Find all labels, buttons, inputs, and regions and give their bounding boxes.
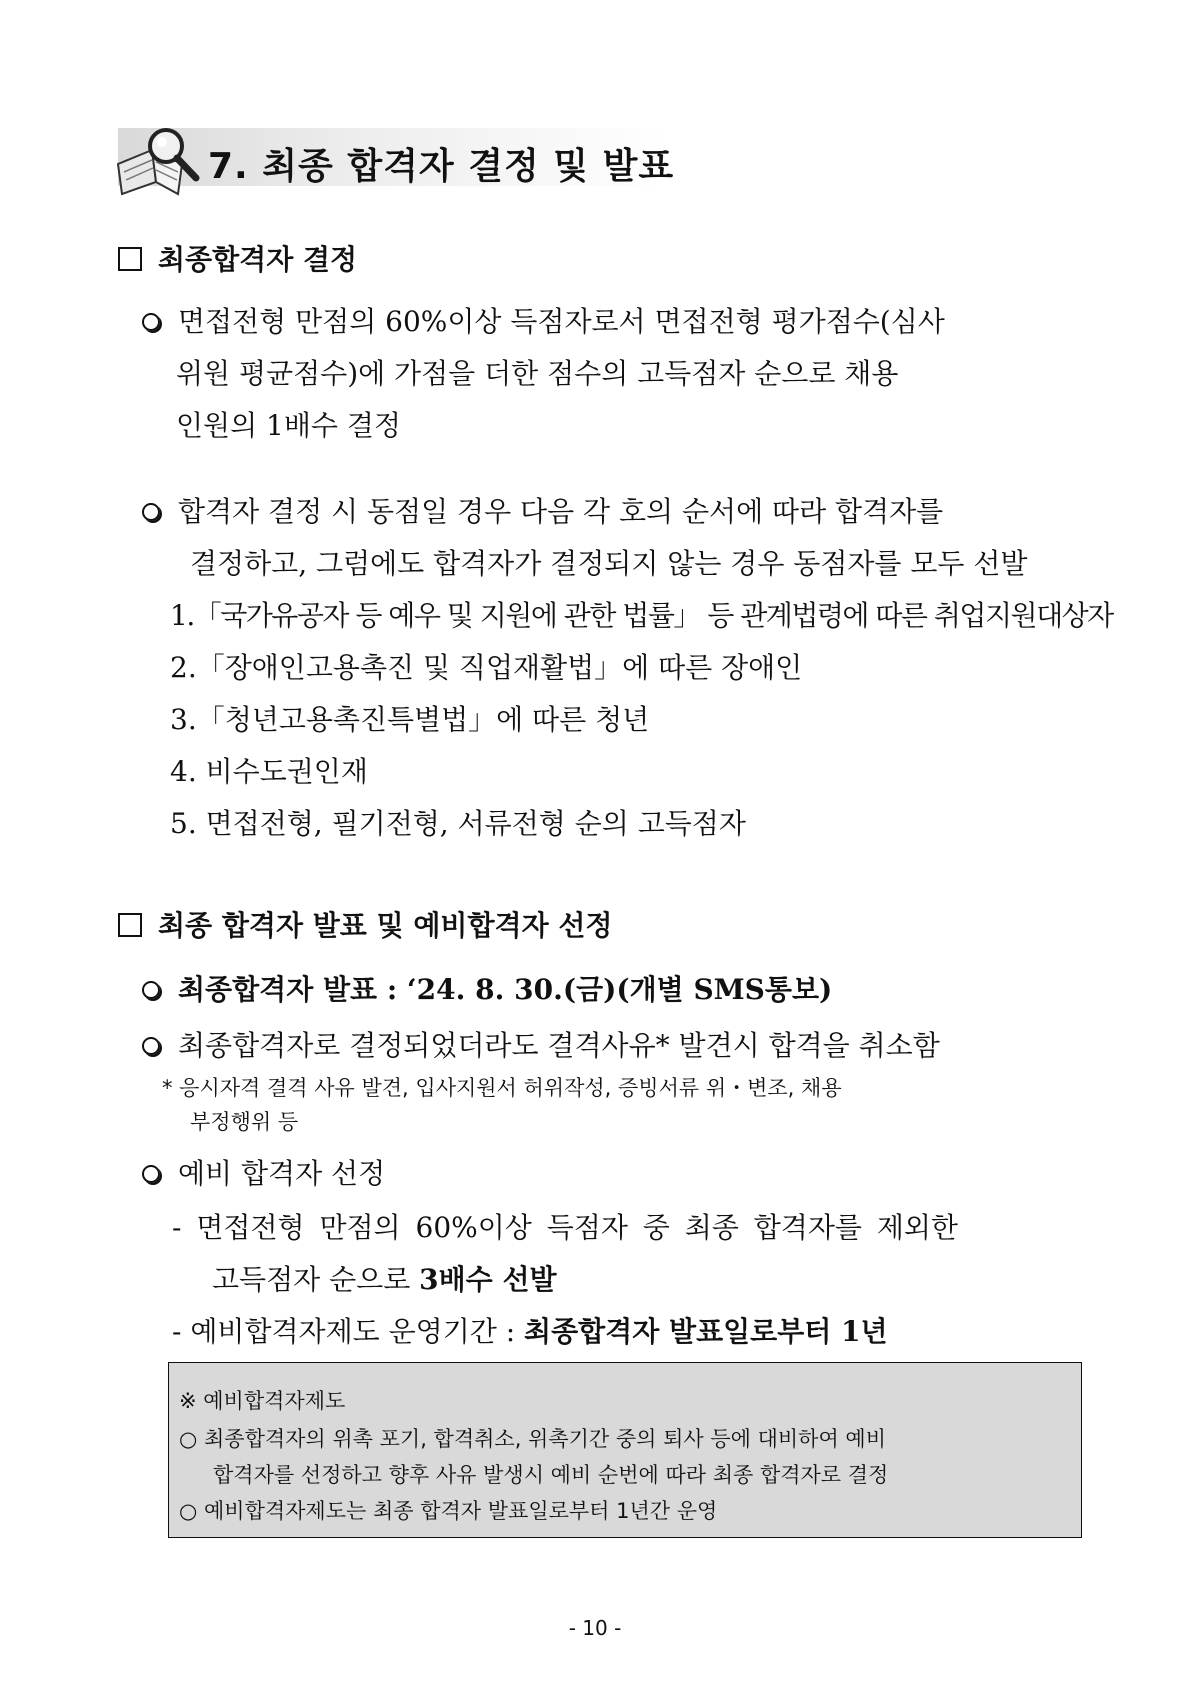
checkbox-square-icon xyxy=(118,913,142,937)
bullet-tie-rule xyxy=(142,490,943,530)
list-item: 4. 비수도권인재 xyxy=(170,755,368,788)
list-item: 2.「장애인고용촉진 및 직업재활법」에 따른 장애인 xyxy=(170,651,803,684)
page-number: - 10 - xyxy=(568,1616,622,1640)
paragraph-line: 합격자 결정 시 동점일 경우 다음 각 호의 순서에 따라 합격자를 xyxy=(178,495,944,528)
bold-text: 3배수 선발 xyxy=(419,1263,557,1296)
footnote-line: * 응시자격 결격 사유 발견, 입사지원서 허위작성, 증빙서류 위・변조, 채용 xyxy=(162,1076,842,1100)
list-item: 5. 면접전형, 필기전형, 서류전형 순의 고득점자 xyxy=(170,807,746,840)
checkbox-square-icon xyxy=(118,247,142,271)
circle-bullet-icon xyxy=(142,1037,160,1055)
dash-line xyxy=(172,1310,888,1350)
circle-bullet-icon xyxy=(142,503,160,521)
bullet-announcement-date xyxy=(142,968,832,1008)
dash-line: - 면접전형 만점의 60%이상 득점자 중 최종 합격자를 제외한 xyxy=(172,1211,958,1244)
plain-text: - 예비합격자제도 운영기간 : xyxy=(172,1315,525,1348)
paragraph-line: 예비 합격자 선정 xyxy=(178,1157,386,1190)
note-title: ※ 예비합격자제도 xyxy=(179,1389,346,1413)
paragraph-line: 최종합격자로 결정되었더라도 결격사유* 발견시 합격을 취소함 xyxy=(178,1029,940,1062)
dash-line-continued xyxy=(212,1258,557,1298)
section-heading-announcement xyxy=(118,904,612,944)
bullet-cancellation xyxy=(142,1024,940,1064)
section-title: 7. 최종 합격자 결정 및 발표 xyxy=(208,146,675,187)
circle-bullet-icon xyxy=(142,981,160,999)
list-item: 3.「청년고용촉진특별법」에 따른 청년 xyxy=(170,703,650,736)
paragraph-line: 위원 평균점수)에 가점을 더한 점수의 고득점자 순으로 채용 xyxy=(176,357,899,390)
note-box xyxy=(168,1362,1082,1538)
circle-bullet-icon xyxy=(142,1165,160,1183)
note-line: ○ 예비합격자제도는 최종 합격자 발표일로부터 1년간 운영 xyxy=(179,1499,718,1523)
paragraph-line: 인원의 1배수 결정 xyxy=(176,409,401,442)
paragraph-line: 면접전형 만점의 60%이상 득점자로서 면접전형 평가점수(심사 xyxy=(178,305,945,338)
announce-value: ‘24. 8. 30.(금)(개별 SMS통보) xyxy=(406,973,833,1006)
bullet-reserve-selection xyxy=(142,1152,385,1192)
footnote-line: 부정행위 등 xyxy=(190,1110,299,1134)
plain-text: 고득점자 순으로 xyxy=(212,1263,420,1296)
book-magnifier-icon xyxy=(112,120,212,200)
list-item: 1.「국가유공자 등 예우 및 지원에 관한 법률」 등 관계법령에 따른 취업지원대상자 xyxy=(170,599,1113,632)
bullet-decision-criteria xyxy=(142,300,945,340)
circle-bullet-icon xyxy=(142,313,160,331)
note-line: 합격자를 선정하고 향후 사유 발생시 예비 순번에 따라 최종 합격자로 결정 xyxy=(213,1463,889,1487)
announce-label: 최종합격자 발표 : xyxy=(178,973,407,1006)
section-heading-decision xyxy=(118,238,357,278)
note-line: ○ 최종합격자의 위촉 포기, 합격취소, 위촉기간 중의 퇴사 등에 대비하여 예비 xyxy=(179,1427,887,1451)
heading-text: 최종 합격자 발표 및 예비합격자 선정 xyxy=(158,909,613,942)
bold-text: 최종합격자 발표일로부터 1년 xyxy=(524,1315,888,1348)
heading-text: 최종합격자 결정 xyxy=(158,243,358,276)
paragraph-line: 결정하고, 그럼에도 합격자가 결정되지 않는 경우 동점자를 모두 선발 xyxy=(190,547,1028,580)
